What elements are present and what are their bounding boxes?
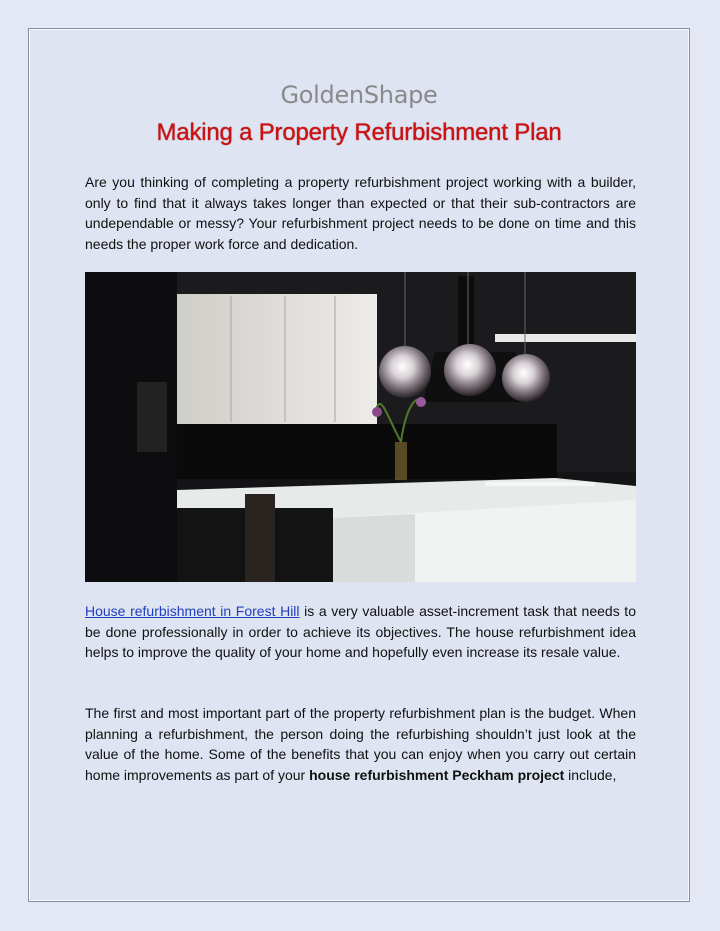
brand-logo: GoldenShape [280, 81, 438, 109]
section-3-paragraph [85, 703, 636, 785]
section-3-text-end: include, [564, 766, 617, 783]
section-2-text: is a very valuable asset-increment task that needs to be done professionally in order to achieve its objectives. The house refurbishment idea helps to improve the quality of your home and hopefully even increase its resale value. [85, 603, 636, 660]
forest-hill-link[interactable]: House refurbishment in Forest Hill [85, 603, 300, 619]
kitchen-illustration [85, 272, 636, 582]
section-2-paragraph [85, 601, 636, 663]
peckham-project-bold: house refurbishment Peckham project [309, 766, 565, 783]
page-title: Making a Property Refurbishment Plan [156, 119, 562, 146]
intro-paragraph: Are you thinking of completing a property refurbishment project working with a builder, only to find that it always takes longer than expected or that their sub-contractors are undependable or messy? Your refurbishment project needs to be done on time and this needs the proper work force and dedication. [85, 174, 636, 252]
section-3-text: The first and most important part of the property refurbishment plan is the budget. When planning a refurbishment, the person doing the refurbishing shouldn’t just look at the value of the home. Some of the benefits that you can enjoy when you carry out certain home improvements as part of your [85, 705, 636, 783]
document-page [28, 28, 690, 902]
kitchen-photo [85, 272, 636, 582]
